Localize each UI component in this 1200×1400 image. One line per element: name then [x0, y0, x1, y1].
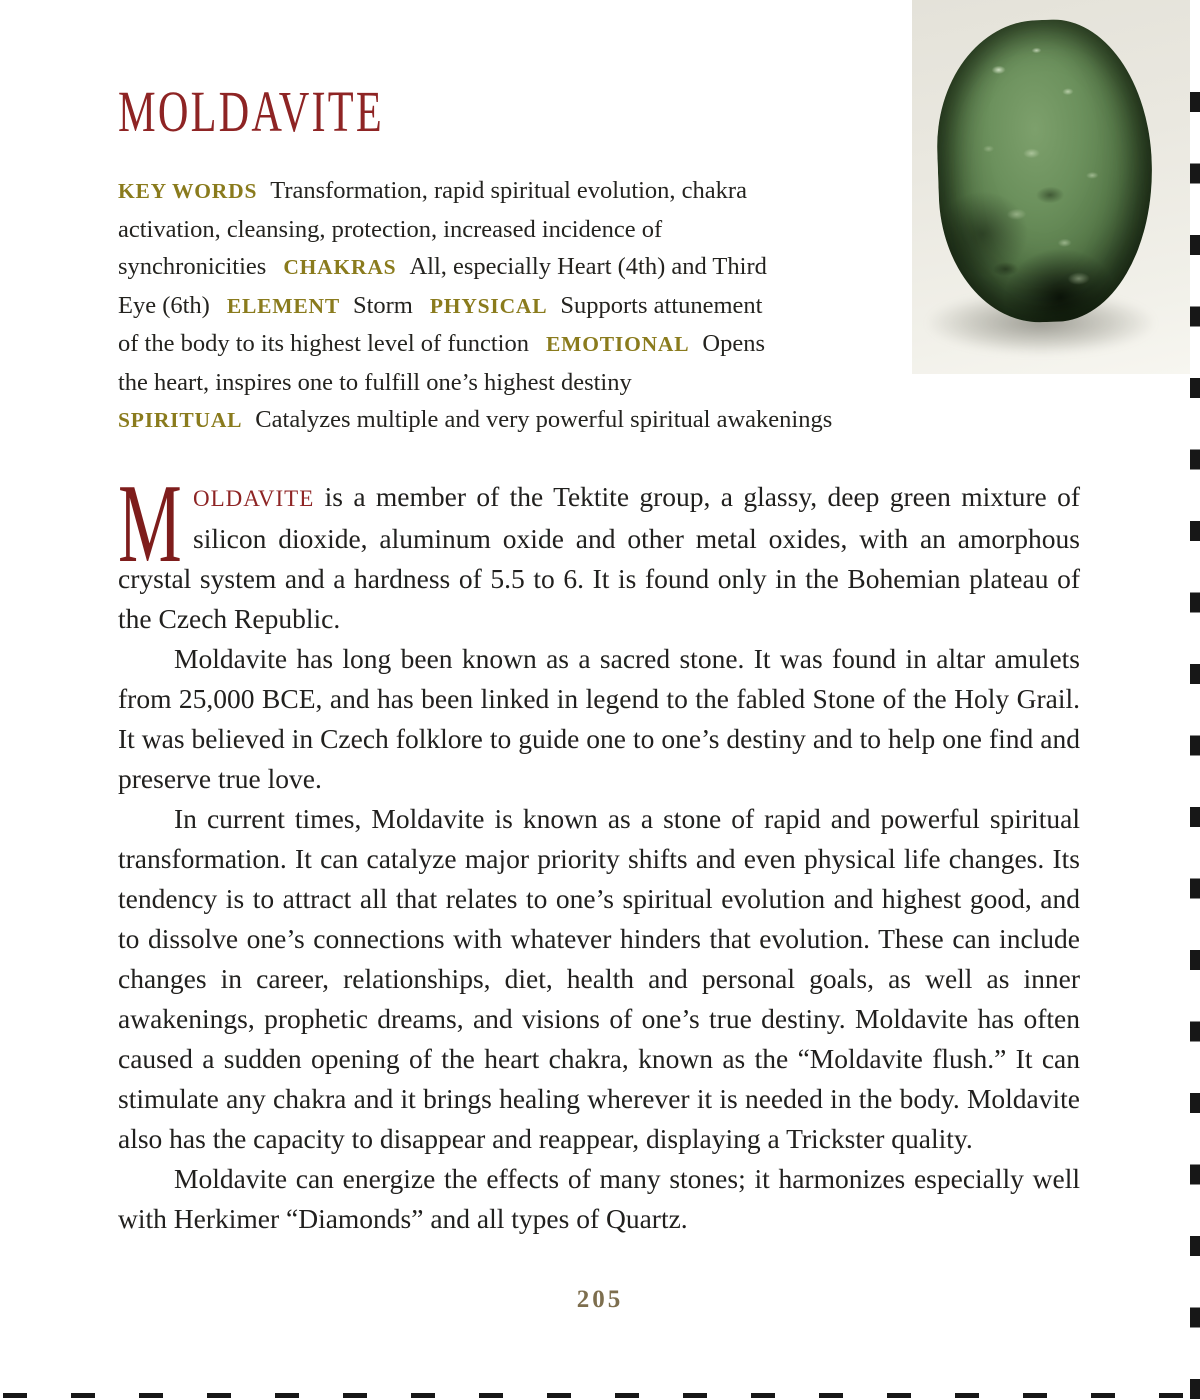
keyword-text: activation, cleansing, protection, increased incidence of [118, 215, 663, 243]
intro-paragraph [118, 462, 1080, 639]
moldavite-stone-image [933, 16, 1157, 325]
body-copy [118, 462, 1080, 1239]
keywords-line [118, 401, 918, 440]
keyword-label: SPIRITUAL [118, 408, 243, 432]
keyword-label: EMOTIONAL [546, 332, 690, 356]
keyword-label: PHYSICAL [429, 293, 548, 318]
keyword-label: KEY WORDS [118, 179, 258, 203]
right-edge-registration-marks [1190, 92, 1200, 1400]
keyword-text: Eye (6th) [118, 291, 210, 319]
bottom-edge-registration-marks [3, 1393, 1197, 1398]
keyword-label: ELEMENT [226, 293, 340, 318]
keyword-text: Storm [352, 291, 413, 319]
body-paragraph: In current times, Moldavite is known as a stone of rapid and powerful spiritual transformation. It can catalyze major priority shifts and even physical life changes. Its tendency is to attract all that relates to one’s spiritual evolution and highest good, and to dissolve one’s connections with whatever hinders that evolution. These can include changes in career, relationships, diet, health and personal goals, as well as inner awakenings, prophetic dreams, and visions of one’s true destiny. Moldavite has often caused a sudden opening of the heart chakra, known as the “Moldavite flush.” It can stimulate any chakra and it brings healing wherever it is needed in the body. Moldavite also has the capacity to disappear and reappear, displaying a Trickster quality. [118, 803, 1080, 1154]
keyword-text: the heart, inspires one to fulfill one’s highest destiny [118, 368, 632, 396]
body-paragraph: Moldavite can energize the effects of many stones; it harmonizes especially well with Herkimer “Diamonds” and all types of Quartz. [118, 1163, 1080, 1234]
keywords-line [118, 287, 918, 326]
drop-cap: M [118, 462, 182, 586]
page-number: 205 [576, 1286, 624, 1313]
body-paragraph: Moldavite has long been known as a sacred stone. It was found in altar amulets from 25,000 BCE, and has been linked in legend to the fabled Stone of the Holy Grail. It was believed in Czech folklore to guide one to one’s destiny and to help one find and preserve true love. [118, 643, 1080, 794]
keyword-text: of the body to its highest level of function [118, 330, 529, 357]
keyword-text: Transformation, rapid spiritual evolution, chakra [270, 177, 747, 204]
keywords-line [118, 325, 918, 364]
keyword-text: Supports attunement [560, 291, 763, 319]
keyword-text: Catalyzes multiple and very powerful spiritual awakenings [255, 406, 833, 433]
intro-text: is a member of the Tektite group, a glassy, deep green mixture of silicon dioxide, aluminum oxide and other metal oxides, with an amorphous crystal system and a hardness of 5.5 to 6. It is found only in the Bohemian plateau of the Czech Republic. [118, 481, 1080, 634]
keyword-label: CHAKRAS [283, 255, 397, 279]
keywords-block [118, 172, 918, 440]
moldavite-photo [912, 0, 1190, 374]
keywords-line [118, 211, 918, 249]
page-title: MOLDAVITE [118, 79, 384, 144]
keyword-text: Opens [702, 330, 765, 357]
keyword-text: All, especially Heart (4th) and Third [409, 253, 767, 280]
keywords-line [118, 172, 918, 211]
keywords-line [118, 248, 918, 287]
keyword-text: synchronicities [118, 253, 267, 280]
keywords-line [118, 364, 918, 402]
lead-smallcaps: OLDAVITE [193, 486, 315, 511]
